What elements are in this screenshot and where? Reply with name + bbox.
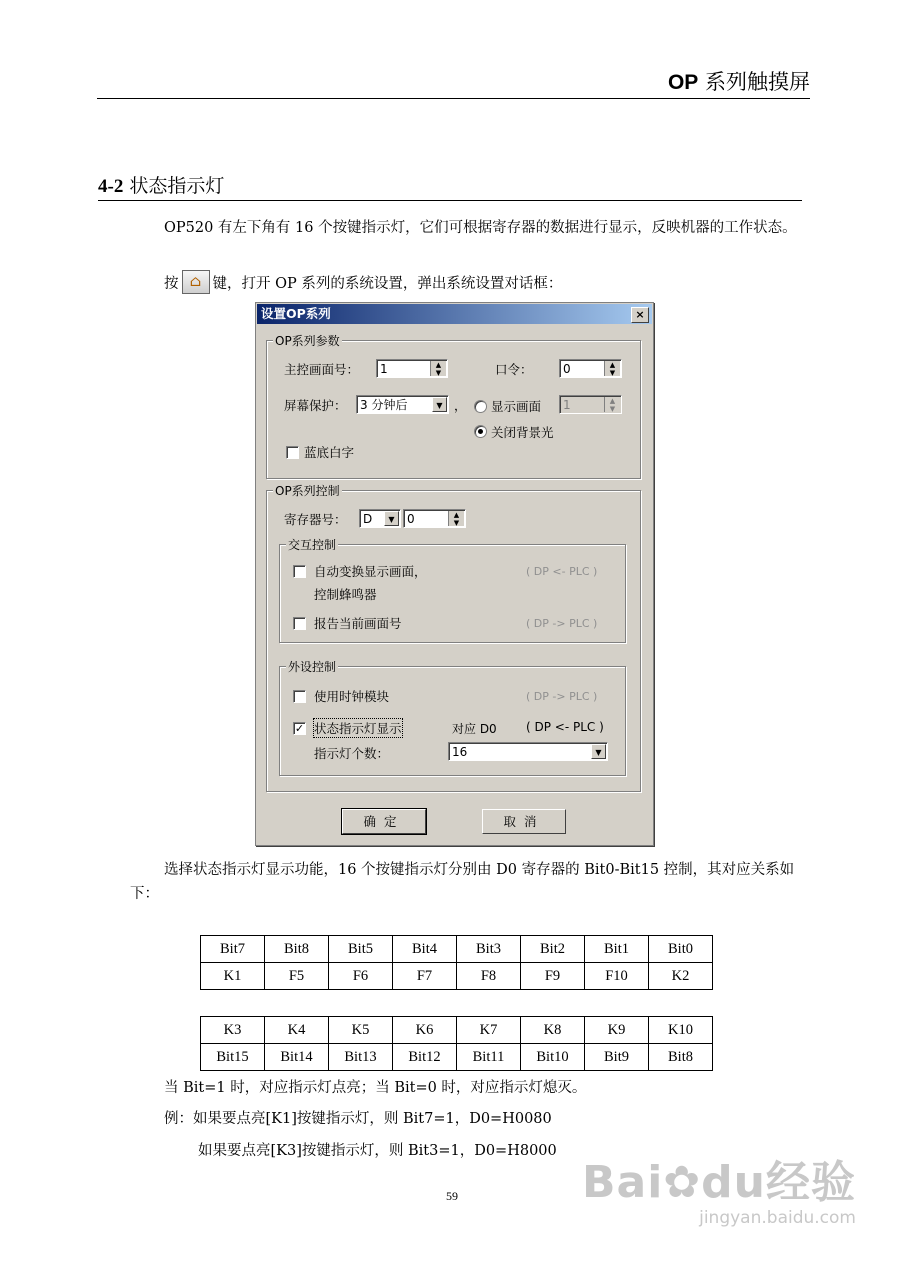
table-cell: Bit3: [457, 936, 521, 963]
home-icon: ⌂: [182, 270, 210, 294]
table-cell: Bit12: [393, 1044, 457, 1071]
spinner-arrows-icon[interactable]: ▲ ▼: [430, 361, 446, 376]
table-cell: F9: [521, 963, 585, 990]
auto-switch-checkbox[interactable]: [293, 565, 306, 578]
chevron-down-icon[interactable]: ▼: [384, 511, 399, 526]
page-header: [668, 66, 810, 96]
status-light-label: 状态指示灯显示: [314, 721, 402, 736]
open-dialog-paragraph: [164, 272, 562, 296]
table-cell: K9: [585, 1017, 649, 1044]
report-screen-direction: ( DP -> PLC ): [526, 617, 598, 630]
watermark-logo: [582, 1146, 856, 1210]
main-screen-spinner[interactable]: [376, 359, 448, 378]
chevron-down-icon[interactable]: ▼: [432, 397, 447, 412]
auto-switch-label: 自动变换显示画面，: [314, 564, 427, 579]
clock-module-label: 使用时钟模块: [314, 689, 390, 704]
password-value: 0: [563, 362, 571, 376]
header-title: 系列触摸屏: [705, 70, 810, 94]
paw-icon: ✿: [663, 1157, 702, 1208]
spinner-arrows-icon[interactable]: ▲ ▼: [604, 361, 620, 376]
comma: ，: [454, 398, 467, 413]
status-light-mapping: 对应 D0: [452, 722, 497, 736]
main-screen-label: 主控画面号：: [284, 362, 360, 377]
report-screen-checkbox[interactable]: [293, 617, 306, 630]
spinner-arrows-icon[interactable]: ▲ ▼: [604, 397, 620, 412]
table-cell: Bit4: [393, 936, 457, 963]
light-count-label: 指示灯个数：: [314, 746, 390, 761]
show-screen-spinner[interactable]: [559, 395, 622, 414]
group-op-control-label: OP系列控制: [275, 484, 340, 498]
table-cell: F7: [393, 963, 457, 990]
watermark-main: Bai: [581, 1157, 664, 1208]
report-screen-label: 报告当前画面号: [314, 616, 402, 631]
clock-module-checkbox[interactable]: [293, 690, 306, 703]
group-interactive-label: 交互控制: [288, 538, 337, 552]
table-cell: Bit10: [521, 1044, 585, 1071]
auto-switch-direction: ( DP <- PLC ): [526, 565, 598, 578]
table-cell: F6: [329, 963, 393, 990]
screen-saver-label: 屏幕保护：: [284, 398, 347, 413]
settings-dialog: [255, 302, 654, 846]
blue-white-label: 蓝底白字: [304, 445, 355, 460]
watermark-du: du: [701, 1157, 766, 1208]
group-peripheral: [279, 660, 626, 776]
table-cell: Bit8: [265, 936, 329, 963]
radio-show-screen-label: 显示画面: [491, 399, 542, 414]
status-light-checkbox[interactable]: ✓: [294, 722, 305, 735]
table-cell: Bit7: [201, 936, 265, 963]
table-row: [201, 1017, 713, 1044]
section-number: 4-2: [98, 176, 124, 197]
baidu-watermark: [582, 1146, 856, 1228]
table-cell: Bit0: [649, 936, 713, 963]
clock-module-direction: ( DP -> PLC ): [526, 690, 598, 703]
group-op-params: [266, 334, 641, 479]
table-cell: K4: [265, 1017, 329, 1044]
register-number-value: 0: [407, 512, 415, 526]
table-cell: Bit9: [585, 1044, 649, 1071]
dialog-title: 设置OP系列: [261, 306, 331, 321]
main-screen-value: 1: [380, 362, 388, 376]
table-cell: K2: [649, 963, 713, 990]
table-cell: F10: [585, 963, 649, 990]
example-2: 如果要点亮[K3]按键指示灯，则 Bit3=1，D0=H8000: [198, 1143, 557, 1159]
table-cell: Bit14: [265, 1044, 329, 1071]
show-screen-value: 1: [563, 398, 571, 412]
table-cell: K10: [649, 1017, 713, 1044]
light-count-select[interactable]: [448, 742, 608, 761]
watermark-url: jingyan.baidu.com: [699, 1208, 856, 1228]
password-spinner[interactable]: [559, 359, 622, 378]
dialog-titlebar[interactable]: [257, 304, 652, 324]
table-cell: Bit15: [201, 1044, 265, 1071]
paragraph2-after: 键，打开 OP 系列的系统设置，弹出系统设置对话框：: [212, 276, 563, 292]
status-light-direction: ( DP <- PLC ): [526, 720, 604, 734]
table-cell: K8: [521, 1017, 585, 1044]
bit-table-2: [200, 1016, 713, 1071]
group-peripheral-label: 外设控制: [288, 660, 337, 674]
table-cell: K6: [393, 1017, 457, 1044]
spinner-arrows-icon[interactable]: ▲ ▼: [448, 511, 464, 526]
light-count-value: 16: [452, 745, 468, 759]
screen-saver-select[interactable]: [356, 395, 449, 414]
close-button[interactable]: ×: [631, 307, 649, 323]
register-type-value: D: [363, 512, 373, 526]
register-type-select[interactable]: [359, 509, 401, 528]
ok-button[interactable]: 确定: [342, 809, 426, 834]
table-cell: Bit13: [329, 1044, 393, 1071]
register-label: 寄存器号：: [284, 512, 347, 527]
group-op-params-label: OP系列参数: [275, 334, 340, 348]
table-cell: Bit5: [329, 936, 393, 963]
header-brand: OP: [667, 71, 699, 94]
table-cell: Bit2: [521, 936, 585, 963]
radio-backlight-off-label: 关闭背景光: [491, 425, 554, 440]
table-cell: K5: [329, 1017, 393, 1044]
register-number-spinner[interactable]: [403, 509, 466, 528]
blue-white-checkbox[interactable]: [286, 446, 299, 459]
table-row: [201, 1044, 713, 1071]
mapping-paragraph: 选择状态指示灯显示功能，16 个按键指示灯分别由 D0 寄存器的 Bit0-Bit15 控制，其对应关系如下：: [130, 862, 795, 902]
table-cell: Bit11: [457, 1044, 521, 1071]
paragraph2-before: 按: [164, 276, 179, 292]
section-title: 状态指示灯: [129, 175, 225, 197]
password-label: 口令：: [495, 362, 533, 377]
section-heading: [98, 171, 802, 201]
group-interactive: [279, 538, 626, 643]
group-op-control: [266, 484, 641, 792]
table-cell: K7: [457, 1017, 521, 1044]
buzzer-label: 控制蜂鸣器: [314, 587, 377, 602]
table-row: [201, 936, 713, 963]
bit-table-1: [200, 935, 713, 990]
table-cell: Bit1: [585, 936, 649, 963]
table-cell: F8: [457, 963, 521, 990]
example-1: 例：如果要点亮[K1]按键指示灯，则 Bit7=1，D0=H0080: [164, 1111, 552, 1127]
cancel-button[interactable]: 取消: [482, 809, 566, 834]
bit-note: 当 Bit=1 时，对应指示灯点亮；当 Bit=0 时，对应指示灯熄灭。: [164, 1080, 587, 1096]
radio-backlight-off[interactable]: [474, 425, 487, 438]
table-cell: Bit8: [649, 1044, 713, 1071]
table-cell: K1: [201, 963, 265, 990]
page-number: 59: [446, 1189, 458, 1203]
table-row: [201, 963, 713, 990]
radio-show-screen[interactable]: [474, 400, 487, 413]
watermark-brand: 经验: [766, 1157, 856, 1208]
chevron-down-icon[interactable]: ▼: [591, 744, 606, 759]
table-cell: F5: [265, 963, 329, 990]
intro-paragraph: OP520 有左下角有 16 个按键指示灯，它们可根据寄存器的数据进行显示，反映机器的工作状态。: [164, 220, 797, 236]
screen-saver-value: 3 分钟后: [360, 398, 408, 412]
header-rule: [97, 98, 810, 99]
table-cell: K3: [201, 1017, 265, 1044]
